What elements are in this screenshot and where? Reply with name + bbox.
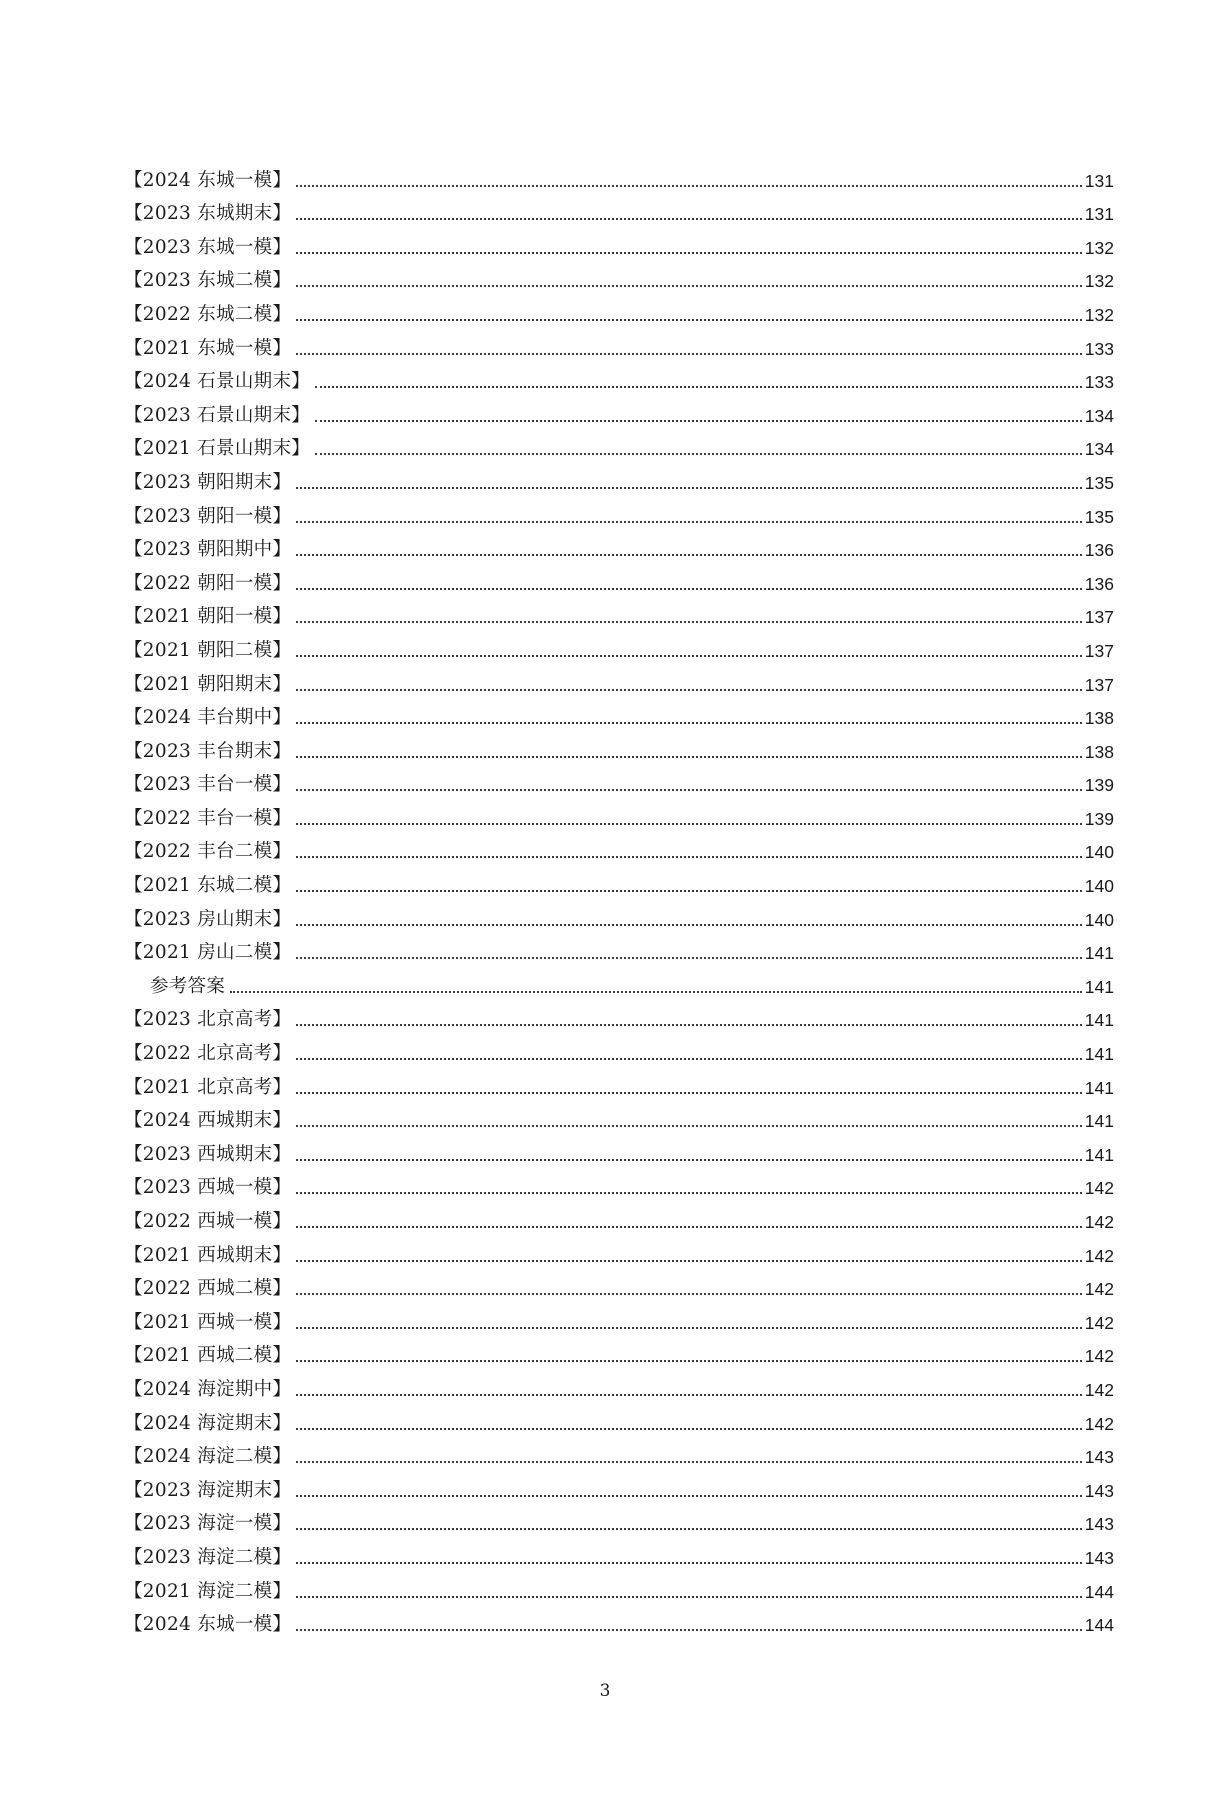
dot-leader — [296, 1461, 1082, 1463]
toc-entry[interactable] — [124, 1233, 1114, 1267]
toc-entry[interactable] — [124, 1435, 1114, 1469]
toc-entry[interactable] — [124, 830, 1114, 864]
toc-entry[interactable] — [124, 897, 1114, 931]
toc-entry-page-number: 136 — [1084, 540, 1114, 561]
toc-entry-title: 【2021 海淀二模】 — [124, 1580, 292, 1602]
toc-entry[interactable] — [124, 1065, 1114, 1099]
toc-entry[interactable] — [124, 427, 1114, 461]
toc-entry-page-number: 134 — [1084, 405, 1114, 426]
toc-entry-page-number: 137 — [1084, 607, 1114, 628]
dot-leader — [296, 756, 1082, 758]
dot-leader — [296, 252, 1082, 254]
dot-leader — [296, 1394, 1082, 1396]
toc-entry-title: 【2023 东城一模】 — [124, 236, 292, 258]
toc-entry[interactable] — [124, 528, 1114, 562]
dot-leader — [296, 1293, 1082, 1295]
toc-entry-page-number: 138 — [1084, 708, 1114, 729]
toc-entry-title: 【2021 东城二模】 — [124, 875, 292, 897]
toc-entry[interactable] — [124, 192, 1114, 226]
toc-entry[interactable] — [124, 964, 1114, 998]
toc-entry-page-number: 142 — [1084, 1379, 1114, 1400]
dot-leader — [296, 1192, 1082, 1194]
toc-entry-title: 【2023 海淀二模】 — [124, 1546, 292, 1568]
toc-entry-page-number: 144 — [1084, 1581, 1114, 1602]
toc-entry-page-number: 143 — [1084, 1480, 1114, 1501]
toc-entry[interactable] — [124, 1535, 1114, 1569]
toc-entry-page-number: 142 — [1084, 1413, 1114, 1434]
dot-leader — [296, 823, 1082, 825]
toc-entry-title: 【2024 海淀期末】 — [124, 1412, 292, 1434]
toc-entry-title: 【2023 海淀一模】 — [124, 1513, 292, 1535]
toc-entry-page-number: 141 — [1084, 1044, 1114, 1065]
toc-entry[interactable] — [124, 1502, 1114, 1536]
toc-entry-title: 【2021 西城一模】 — [124, 1311, 292, 1333]
toc-entry-title: 【2024 东城一模】 — [124, 169, 292, 191]
toc-entry[interactable] — [124, 494, 1114, 528]
toc-entry-title: 【2022 北京高考】 — [124, 1043, 292, 1065]
toc-entry-title: 【2023 西城一模】 — [124, 1177, 292, 1199]
toc-entry[interactable] — [124, 1401, 1114, 1435]
toc-entry[interactable] — [124, 1267, 1114, 1301]
toc-entry[interactable] — [124, 1334, 1114, 1368]
dot-leader — [296, 1226, 1082, 1228]
toc-entry[interactable] — [124, 1132, 1114, 1166]
dot-leader — [296, 1360, 1082, 1362]
page-number: 3 — [599, 1681, 611, 1701]
toc-entry-title: 【2023 丰台一模】 — [124, 774, 292, 796]
dot-leader — [296, 521, 1082, 523]
dot-leader — [296, 1562, 1082, 1564]
toc-entry-page-number: 141 — [1084, 1077, 1114, 1098]
dot-leader — [296, 789, 1082, 791]
dot-leader — [296, 285, 1082, 287]
toc-entry-page-number: 139 — [1084, 775, 1114, 796]
toc-entry-page-number: 141 — [1084, 1111, 1114, 1132]
toc-entry-page-number: 141 — [1084, 1144, 1114, 1165]
toc-entry-title: 【2021 西城二模】 — [124, 1345, 292, 1367]
dot-leader — [296, 185, 1082, 187]
toc-entry-title: 【2021 西城期末】 — [124, 1244, 292, 1266]
toc-entry-title: 【2022 西城二模】 — [124, 1278, 292, 1300]
toc-entry[interactable] — [124, 998, 1114, 1032]
dot-leader — [296, 1495, 1082, 1497]
dot-leader — [296, 554, 1082, 556]
toc-entry-page-number: 131 — [1084, 204, 1114, 225]
toc-entry-page-number: 141 — [1084, 943, 1114, 964]
dot-leader — [296, 722, 1082, 724]
toc-entry-page-number: 140 — [1084, 876, 1114, 897]
toc-entry-page-number: 143 — [1084, 1547, 1114, 1568]
toc-entry-page-number: 142 — [1084, 1245, 1114, 1266]
toc-entry[interactable] — [124, 763, 1114, 797]
toc-entry[interactable] — [124, 662, 1114, 696]
toc-entry[interactable] — [124, 863, 1114, 897]
toc-entry-title: 【2022 朝阳一模】 — [124, 572, 292, 594]
dot-leader — [296, 1629, 1082, 1631]
toc-entry[interactable] — [124, 595, 1114, 629]
toc-entry-page-number: 133 — [1084, 372, 1114, 393]
toc-entry[interactable] — [124, 561, 1114, 595]
dot-leader — [315, 453, 1082, 455]
toc-entry[interactable] — [124, 460, 1114, 494]
toc-entry-page-number: 141 — [1084, 1010, 1114, 1031]
toc-entry-page-number: 140 — [1084, 842, 1114, 863]
dot-leader — [296, 1159, 1082, 1161]
dot-leader — [296, 1125, 1082, 1127]
toc-entry-title: 【2021 石景山期末】 — [124, 438, 311, 460]
toc-entry-page-number: 138 — [1084, 741, 1114, 762]
toc-entry-page-number: 132 — [1084, 237, 1114, 258]
dot-leader — [296, 689, 1082, 691]
dot-leader — [296, 1024, 1082, 1026]
toc-entry-page-number: 142 — [1084, 1279, 1114, 1300]
toc-entry-page-number: 135 — [1084, 472, 1114, 493]
toc-entry-page-number: 142 — [1084, 1312, 1114, 1333]
toc-entry-page-number: 143 — [1084, 1447, 1114, 1468]
dot-leader — [296, 1058, 1082, 1060]
toc-entry[interactable] — [124, 326, 1114, 360]
toc-entry-page-number: 136 — [1084, 573, 1114, 594]
dot-leader — [296, 1327, 1082, 1329]
toc-entry-title: 【2023 石景山期末】 — [124, 404, 311, 426]
dot-leader — [296, 655, 1082, 657]
toc-entry[interactable] — [124, 1099, 1114, 1133]
toc-entry[interactable] — [124, 1300, 1114, 1334]
toc-entry-title: 【2023 丰台期末】 — [124, 740, 292, 762]
toc-entry-page-number: 131 — [1084, 170, 1114, 191]
toc-entry-title: 【2023 房山期末】 — [124, 908, 292, 930]
toc-entry-title: 【2024 石景山期末】 — [124, 371, 311, 393]
toc-entry-title: 【2021 房山二模】 — [124, 942, 292, 964]
toc-entry-page-number: 133 — [1084, 338, 1114, 359]
toc-entry[interactable] — [124, 696, 1114, 730]
toc-entry[interactable] — [124, 1569, 1114, 1603]
toc-entry[interactable] — [124, 1468, 1114, 1502]
toc-entry-title: 【2022 西城一模】 — [124, 1211, 292, 1232]
dot-leader — [296, 856, 1082, 858]
toc-entry-title: 【2024 海淀二模】 — [124, 1446, 292, 1468]
toc-entry-page-number: 144 — [1084, 1615, 1114, 1636]
dot-leader — [296, 1596, 1082, 1598]
dot-leader — [296, 588, 1082, 590]
toc-entry-title: 【2022 东城二模】 — [124, 303, 292, 325]
toc-entry-title: 【2024 海淀期中】 — [124, 1378, 292, 1400]
dot-leader — [296, 1092, 1082, 1094]
toc-entry[interactable] — [124, 796, 1114, 830]
toc-entry-title: 【2021 朝阳期末】 — [124, 673, 292, 695]
dot-leader — [230, 991, 1082, 993]
dot-leader — [296, 924, 1082, 926]
toc-entry-page-number: 142 — [1084, 1346, 1114, 1367]
toc-entry-title: 【2021 东城一模】 — [124, 337, 292, 359]
toc-entry[interactable] — [124, 729, 1114, 763]
toc-entry-title: 【2021 北京高考】 — [124, 1076, 292, 1098]
toc-entry[interactable] — [124, 628, 1114, 662]
toc-entry-page-number: 142 — [1084, 1178, 1114, 1199]
toc-entry[interactable] — [124, 225, 1114, 259]
dot-leader — [296, 319, 1082, 321]
toc-entry[interactable] — [124, 393, 1114, 427]
toc-entry[interactable] — [124, 1199, 1114, 1233]
dot-leader — [296, 1260, 1082, 1262]
toc-entry[interactable] — [124, 360, 1114, 394]
toc-entry-title: 【2023 海淀期末】 — [124, 1479, 292, 1501]
toc-entry-page-number: 143 — [1084, 1514, 1114, 1535]
toc-entry-page-number: 137 — [1084, 674, 1114, 695]
toc-entry-title: 【2023 西城期末】 — [124, 1143, 292, 1165]
toc-entry-page-number: 135 — [1084, 506, 1114, 527]
toc-entry-page-number: 137 — [1084, 640, 1114, 661]
toc-entry-page-number: 141 — [1084, 976, 1114, 997]
toc-entry-page-number: 142 — [1084, 1212, 1114, 1232]
toc-entry-page-number: 132 — [1084, 271, 1114, 292]
toc-entry-title: 【2023 东城期末】 — [124, 203, 292, 225]
toc-entry-page-number: 132 — [1084, 304, 1114, 325]
toc-entry-title: 【2023 东城二模】 — [124, 270, 292, 292]
toc-entry-title: 【2022 丰台一模】 — [124, 807, 292, 829]
toc-entry-title: 【2023 朝阳一模】 — [124, 505, 292, 527]
dot-leader — [315, 386, 1082, 388]
toc-entry-page-number: 139 — [1084, 808, 1114, 829]
toc-entry-title: 【2023 北京高考】 — [124, 1009, 292, 1031]
toc-entry-title: 【2024 丰台期中】 — [124, 707, 292, 729]
dot-leader — [296, 1528, 1082, 1530]
toc-entry-title: 【2024 西城期末】 — [124, 1110, 292, 1132]
toc-entry-title: 【2021 朝阳一模】 — [124, 606, 292, 628]
table-of-contents — [124, 158, 1114, 1636]
dot-leader — [296, 621, 1082, 623]
toc-entry[interactable] — [124, 1603, 1114, 1637]
toc-entry[interactable] — [124, 158, 1114, 192]
toc-entry-page-number: 134 — [1084, 439, 1114, 460]
toc-entry-title: 【2023 朝阳期中】 — [124, 539, 292, 561]
dot-leader — [296, 1428, 1082, 1430]
dot-leader — [296, 890, 1082, 892]
toc-entry-title: 【2023 朝阳期末】 — [124, 471, 292, 493]
dot-leader — [296, 218, 1082, 220]
toc-entry-title: 参考答案 — [150, 975, 226, 997]
toc-entry-title: 【2022 丰台二模】 — [124, 841, 292, 863]
toc-entry[interactable] — [124, 931, 1114, 965]
toc-entry-page-number: 140 — [1084, 909, 1114, 930]
dot-leader — [296, 353, 1082, 355]
dot-leader — [296, 957, 1082, 959]
dot-leader — [296, 487, 1082, 489]
dot-leader — [315, 420, 1082, 422]
toc-entry[interactable] — [124, 1031, 1114, 1065]
toc-entry[interactable] — [124, 1166, 1114, 1200]
toc-entry[interactable] — [124, 259, 1114, 293]
toc-entry-title: 【2021 朝阳二模】 — [124, 639, 292, 661]
toc-entry[interactable] — [124, 292, 1114, 326]
toc-entry-title: 【2024 东城一模】 — [124, 1614, 292, 1636]
toc-entry[interactable] — [124, 1367, 1114, 1401]
